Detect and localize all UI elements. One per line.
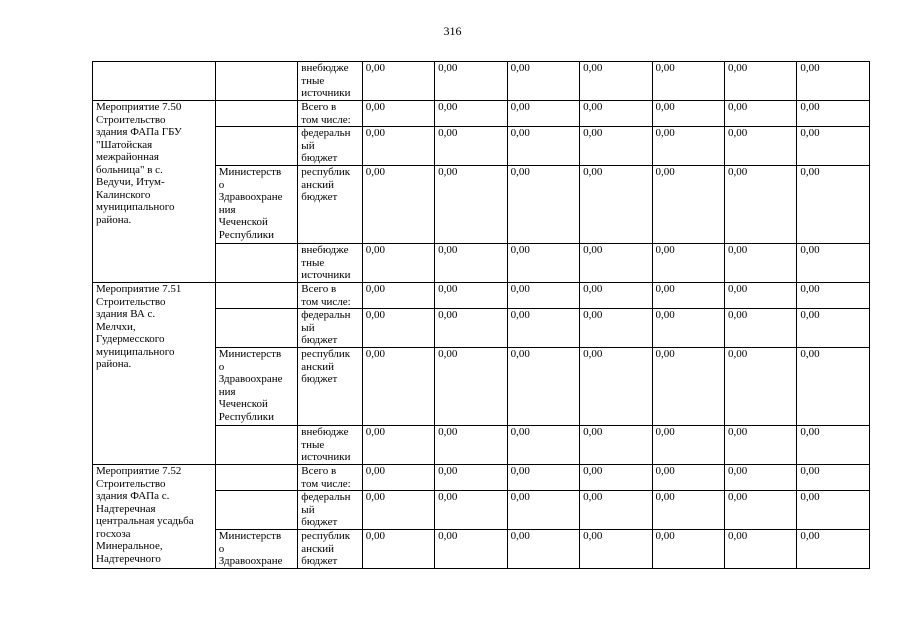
value-cell: 0,00 — [652, 166, 724, 244]
empty-cell — [215, 127, 298, 166]
value-cell: 0,00 — [724, 465, 796, 491]
value-cell: 0,00 — [435, 465, 507, 491]
value-cell: 0,00 — [362, 62, 434, 101]
table-row — [93, 62, 870, 101]
funding-source-cell: федеральн ый бюджет — [298, 309, 362, 348]
ministry-cell: Министерств о Здравоохране ния Чеченской Республики — [215, 348, 298, 426]
value-cell: 0,00 — [797, 465, 870, 491]
value-cell: 0,00 — [724, 101, 796, 127]
value-cell: 0,00 — [724, 244, 796, 283]
value-cell: 0,00 — [362, 426, 434, 465]
value-cell: 0,00 — [507, 166, 579, 244]
value-cell: 0,00 — [435, 491, 507, 530]
funding-source-cell: Всего в том числе: — [298, 465, 362, 491]
ministry-cell: Министерств о Здравоохране ния Чеченской Республики — [215, 166, 298, 244]
value-cell: 0,00 — [507, 62, 579, 101]
activity-cell: Мероприятие 7.51 Строительство здания ВА с. Мелчхи, Гудермесского муниципального района. — [93, 283, 216, 465]
value-cell: 0,00 — [435, 426, 507, 465]
value-cell: 0,00 — [580, 465, 652, 491]
value-cell: 0,00 — [507, 101, 579, 127]
value-cell: 0,00 — [652, 348, 724, 426]
value-cell: 0,00 — [652, 491, 724, 530]
value-cell: 0,00 — [652, 309, 724, 348]
funding-source-cell: федеральн ый бюджет — [298, 491, 362, 530]
value-cell: 0,00 — [507, 283, 579, 309]
funding-source-cell: федеральн ый бюджет — [298, 127, 362, 166]
value-cell: 0,00 — [362, 491, 434, 530]
ministry-cell: Министерств о Здравоохране — [215, 530, 298, 569]
value-cell: 0,00 — [724, 127, 796, 166]
value-cell: 0,00 — [724, 62, 796, 101]
empty-cell — [215, 309, 298, 348]
table-row — [93, 283, 870, 309]
value-cell: 0,00 — [652, 465, 724, 491]
funding-source-cell: республик анский бюджет — [298, 348, 362, 426]
value-cell: 0,00 — [797, 309, 870, 348]
value-cell: 0,00 — [724, 491, 796, 530]
table-row — [93, 101, 870, 127]
value-cell: 0,00 — [507, 127, 579, 166]
value-cell: 0,00 — [435, 309, 507, 348]
funding-source-cell: внебюдже тные источники — [298, 426, 362, 465]
value-cell: 0,00 — [362, 465, 434, 491]
value-cell: 0,00 — [580, 101, 652, 127]
funding-source-cell: Всего в том числе: — [298, 101, 362, 127]
table-row — [93, 465, 870, 491]
value-cell: 0,00 — [580, 166, 652, 244]
budget-table — [92, 61, 870, 569]
value-cell: 0,00 — [652, 101, 724, 127]
empty-cell — [215, 101, 298, 127]
value-cell: 0,00 — [435, 244, 507, 283]
value-cell: 0,00 — [580, 491, 652, 530]
value-cell: 0,00 — [507, 309, 579, 348]
empty-cell — [215, 244, 298, 283]
value-cell: 0,00 — [507, 426, 579, 465]
activity-cell: Мероприятие 7.52 Строительство здания ФАПа с. Надтеречная центральная усадьба госхоза Минеральное, Надтеречного — [93, 465, 216, 569]
value-cell: 0,00 — [362, 283, 434, 309]
value-cell: 0,00 — [507, 348, 579, 426]
value-cell: 0,00 — [362, 348, 434, 426]
value-cell: 0,00 — [797, 491, 870, 530]
value-cell: 0,00 — [652, 127, 724, 166]
value-cell: 0,00 — [580, 62, 652, 101]
value-cell: 0,00 — [435, 62, 507, 101]
value-cell: 0,00 — [507, 465, 579, 491]
value-cell: 0,00 — [435, 530, 507, 569]
value-cell: 0,00 — [797, 244, 870, 283]
value-cell: 0,00 — [797, 283, 870, 309]
value-cell: 0,00 — [652, 62, 724, 101]
funding-source-cell: республик анский бюджет — [298, 530, 362, 569]
value-cell: 0,00 — [797, 62, 870, 101]
value-cell: 0,00 — [652, 530, 724, 569]
page-number: 316 — [443, 24, 462, 38]
value-cell: 0,00 — [435, 127, 507, 166]
empty-cell — [215, 283, 298, 309]
value-cell: 0,00 — [580, 426, 652, 465]
empty-cell — [215, 491, 298, 530]
value-cell: 0,00 — [362, 244, 434, 283]
empty-cell — [215, 62, 298, 101]
value-cell: 0,00 — [724, 530, 796, 569]
value-cell: 0,00 — [362, 101, 434, 127]
value-cell: 0,00 — [724, 426, 796, 465]
value-cell: 0,00 — [507, 530, 579, 569]
value-cell: 0,00 — [362, 166, 434, 244]
value-cell: 0,00 — [652, 283, 724, 309]
value-cell: 0,00 — [652, 426, 724, 465]
value-cell: 0,00 — [435, 166, 507, 244]
value-cell: 0,00 — [580, 309, 652, 348]
funding-source-cell: республик анский бюджет — [298, 166, 362, 244]
value-cell: 0,00 — [362, 127, 434, 166]
value-cell: 0,00 — [724, 283, 796, 309]
value-cell: 0,00 — [580, 244, 652, 283]
value-cell: 0,00 — [580, 530, 652, 569]
activity-cell: Мероприятие 7.50 Строительство здания ФАПа ГБУ "Шатойская межрайонная больница" в с. Ведучи, Итум- Калинского муниципального района. — [93, 101, 216, 283]
value-cell: 0,00 — [507, 244, 579, 283]
value-cell: 0,00 — [580, 348, 652, 426]
funding-source-cell: внебюдже тные источники — [298, 62, 362, 101]
value-cell: 0,00 — [724, 309, 796, 348]
value-cell: 0,00 — [435, 283, 507, 309]
value-cell: 0,00 — [435, 101, 507, 127]
value-cell: 0,00 — [652, 244, 724, 283]
value-cell: 0,00 — [797, 127, 870, 166]
value-cell: 0,00 — [435, 348, 507, 426]
funding-source-cell: Всего в том числе: — [298, 283, 362, 309]
value-cell: 0,00 — [724, 166, 796, 244]
value-cell: 0,00 — [797, 530, 870, 569]
value-cell: 0,00 — [797, 101, 870, 127]
funding-source-cell: внебюдже тные источники — [298, 244, 362, 283]
value-cell: 0,00 — [580, 283, 652, 309]
value-cell: 0,00 — [507, 491, 579, 530]
value-cell: 0,00 — [797, 426, 870, 465]
empty-cell — [215, 426, 298, 465]
value-cell: 0,00 — [724, 348, 796, 426]
activity-cell — [93, 62, 216, 101]
value-cell: 0,00 — [362, 309, 434, 348]
value-cell: 0,00 — [797, 348, 870, 426]
value-cell: 0,00 — [580, 127, 652, 166]
value-cell: 0,00 — [797, 166, 870, 244]
value-cell: 0,00 — [362, 530, 434, 569]
empty-cell — [215, 465, 298, 491]
